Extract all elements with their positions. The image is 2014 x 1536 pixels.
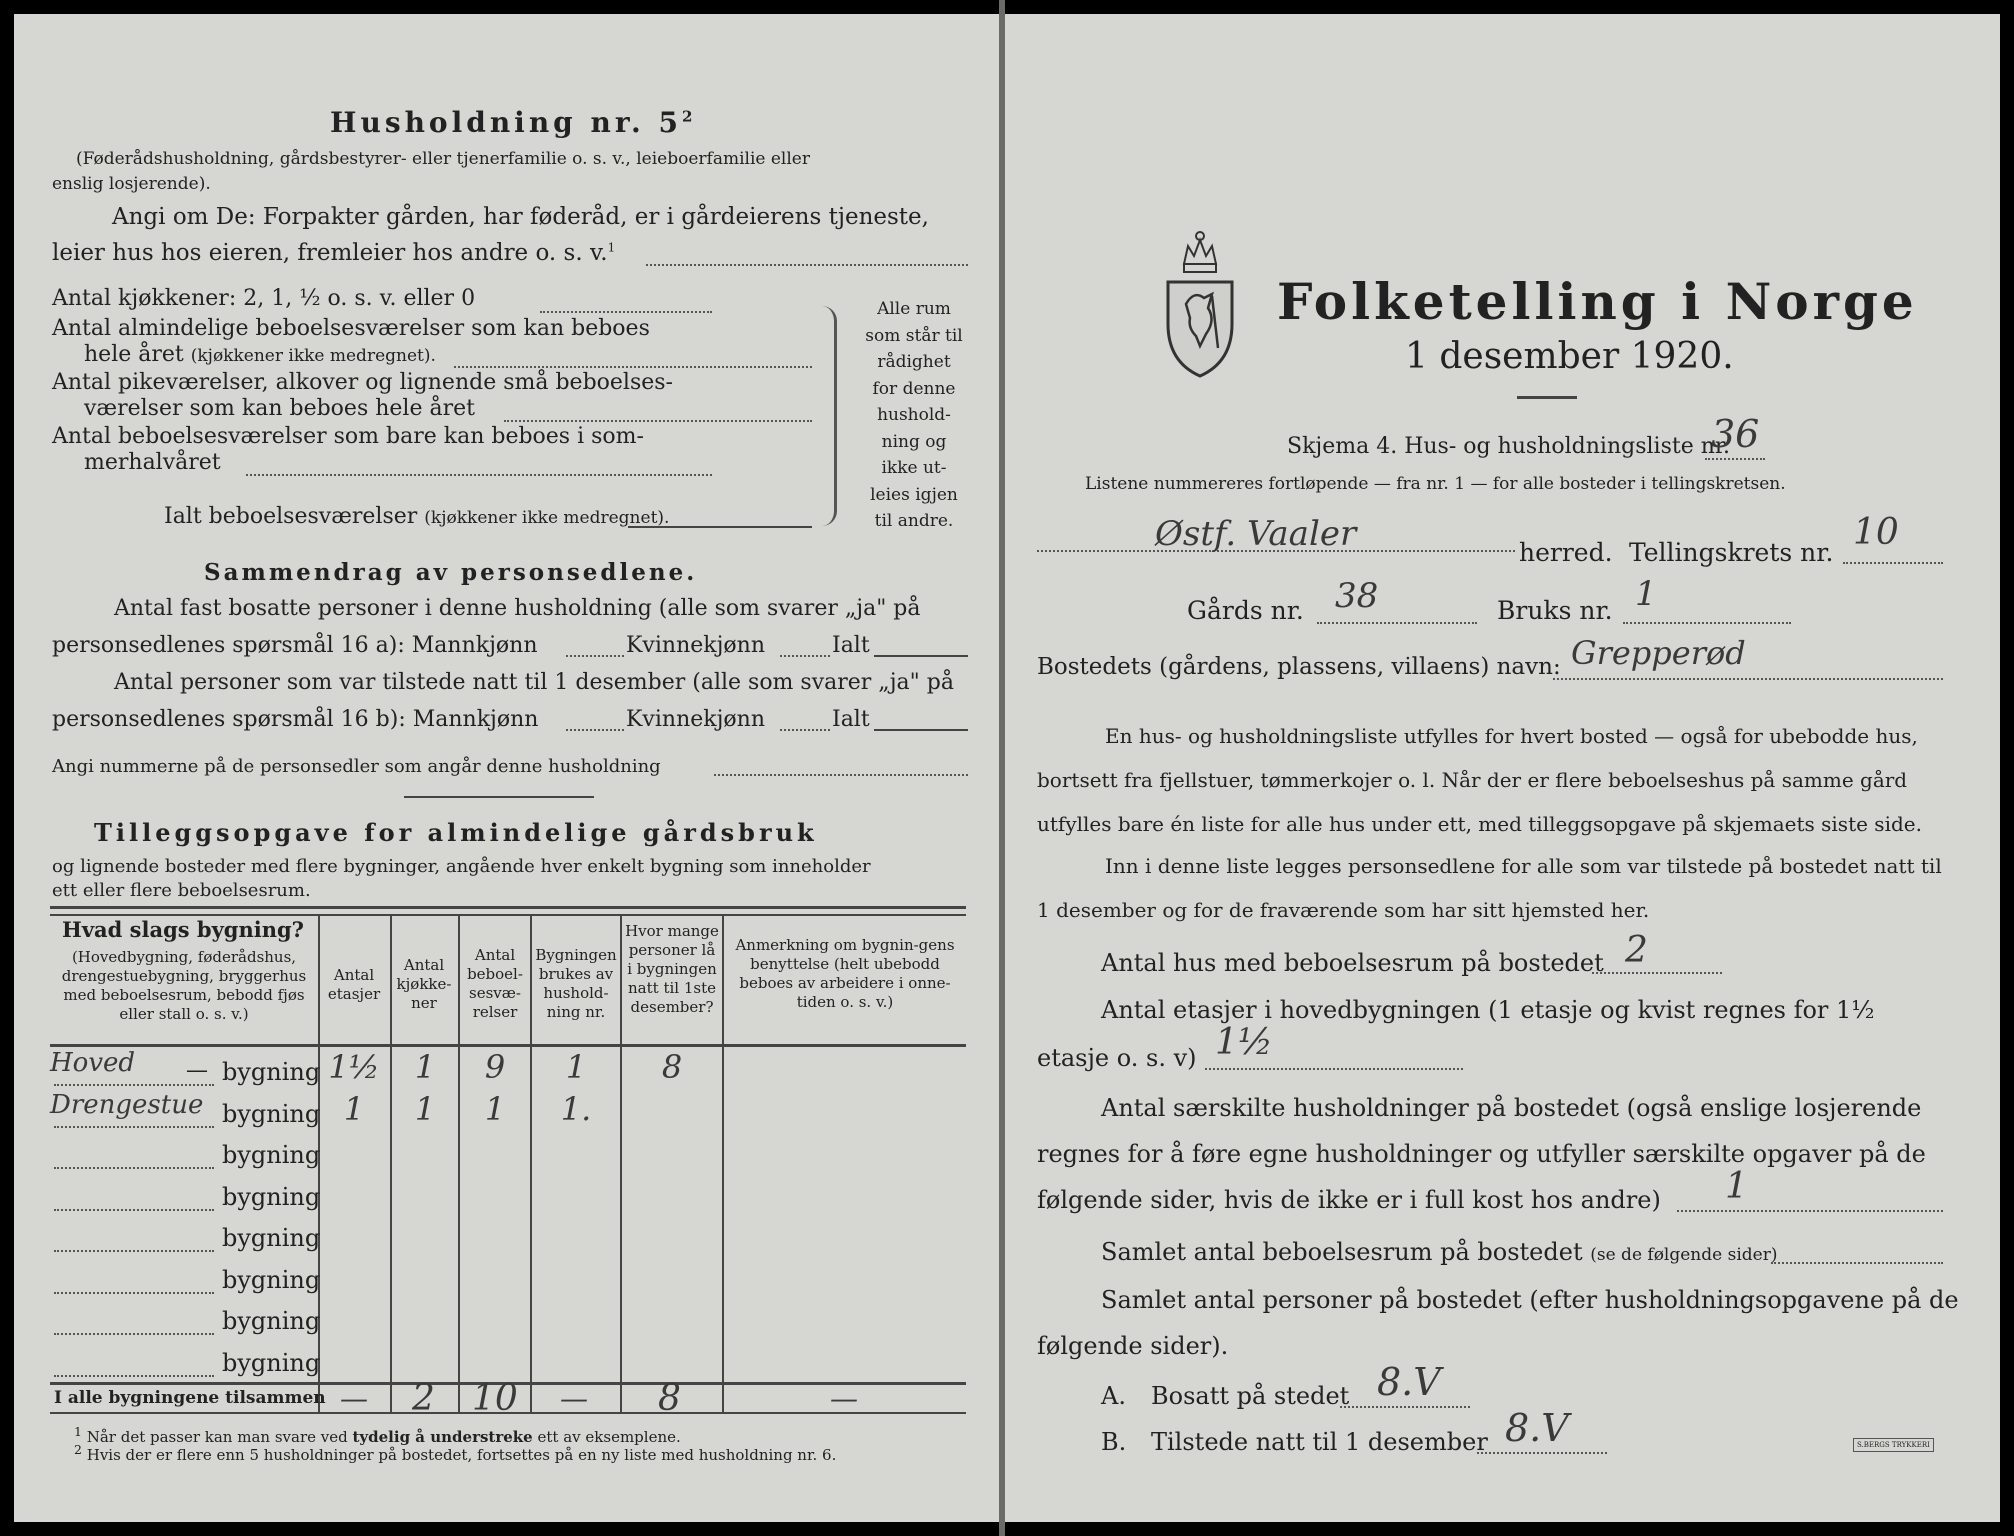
cell-kjokken: 1 [414,1089,436,1128]
household-subtitle: (Føderådshusholdning, gårdsbestyrer- eller tjenerfamilie o. s. v., leieboerfamilie eller [76,149,810,169]
total-label: I alle bygningene tilsammen [54,1388,326,1408]
gards-value: 38 [1335,576,1379,616]
summary-title: Sammendrag av personsedlene. [204,559,698,586]
cell-pers: 8 [661,1048,683,1086]
etasjer-value: 1½ [1215,1022,1273,1063]
cell-kjokken: 1 [414,1048,436,1086]
rooms-bracket [822,306,837,526]
col-header-anm: Anmerkning om bygnin-gens benyttelse (helt ubebodd beboes av arbeidere i onne-tiden o. s. v.) [735,936,955,1011]
krets-value: 10 [1853,512,1899,553]
table-row [50,1262,966,1302]
bygning-label: bygning [222,1141,321,1169]
saers-value: 1 [1725,1166,1748,1207]
buildings-table: Hvad slags bygning? (Hovedbygning, føderådshus, drengestuebygning, bryggerhus med beboelsesrum, bebodd fjøs eller stall o. s. v.) Antal etasjer Antal kjøkke-ner Antal beboel-sesvæ-relser Bygningen brukes av hushold-ning nr. Hvor mange personer lå i bygningen natt til 1ste desember? Anmerkning om bygnin-gens benyttelse (helt ubebodd beboes av arbeidere i onne-tiden o. s. v.) Hoved — bygning 1½ 1 9 1 8 Drengestue bygning 1 1 1 1. bygning bygning bygning bygning bygning bygning I alle bygningene tilsammen — 2 10 — 8 — [50,906,966,1416]
cell-rum: 1 [484,1089,506,1128]
tillegg-title: Tilleggsopgave for almindelige gårdsbruk [94,818,818,847]
table-row [50,1303,966,1343]
left-page: Husholdning nr. $5^2$ (Føderådshusholdning, gårdsbestyrer- eller tjenerfamilie o. s. v., leieboerfamilie eller enslig losjerende). Angi om De: Forpakter gården, har føderåd, er i gårdeierens tjeneste, leier hus hos eieren, fremleier hos andre o. s. v.$^1$ Antal kjøkkener: 2, 1, ½ o. s. v. eller 0 Antal almindelige beboelsesværelser som kan beboes hele året (kjøkkener ikke medregnet). Antal pikeværelser, alkover og lignende små beboelses- værelser som kan beboes hele året Antal beboelsesværelser som bare kan beboes i som- merhalvåret Ialt beboelsesværelser (kjøkkener ikke medregnet). Alle rum som står til rådighet for denne hushold- ning og ikke ut- leies igjen til andre. Sammendrag av personsedlene. Antal fast bosatte personer i denne husholdning (alle som svarer „ja" på personsedlenes spørsmål 16 a): Mannkjønn Kvinnekjønn Ialt Antal personer som var tilstede natt til 1 desember (alle som svarer „ja" på personsedlenes spørsmål 16 b): Mannkjønn Kvinnekjønn Ialt Angi nummerne på de personsedler som angår denne husholdning Tilleggsopgave for almindelige gårdsbruk og lignende bosteder med flere bygninger, angående hver enkelt bygning som inneholder ett eller flere beboelsesrum. Hvad slags bygning? (Hovedbygning, føderådshus, drengestuebygning, bryggerhus med beboelsesrum, bebodd fjøs eller stall o. s. v.) Antal etasjer Antal kjøkke-ner Antal beboel-sesvæ-relser Bygningen brukes av hushold-ning nr. Hvor mange personer lå i bygningen natt til 1ste desember? Anmerkning om bygnin-gens benyttelse (helt ubebodd beboes av arbeidere i onne-tiden o. s. v.) Hoved — bygning 1½ 1 9 1 8 Drengestue bygning 1 1 1 1. bygning bygning bygning bygning bygning bygning I alle bygningene tilsammen — 2 10 — 8 — $^1$ Når det passer kan man svare ved tydelig å understreke ett av eksemplene. $^2$ Hvis der er flere enn 5 husholdninger på bostedet, fortsettes på en ny liste med husholdning nr. 6. [14,14,999,1522]
footnote-1: $^1$ Når det passer kan man svare ved tydelig å understreke ett av eksemplene. [74,1424,681,1446]
bygning-label: bygning [222,1058,321,1086]
table-row [50,1137,966,1177]
bygning-label: bygning [222,1265,321,1294]
herred-value: Østf. Vaaler [1155,514,1357,554]
printer-stamp: S.BERGS TRYKKERI [1853,1438,1934,1452]
col-header-pers: Hvor mange personer lå i bygningen natt til 1ste desember? [625,922,719,1016]
right-page: Folketelling i Norge 1 desember 1920. Skjema 4. Hus- og husholdningsliste nr. 36 Listene nummereres fortløpende — fra nr. 1 — for alle bosteder i tellingskretsen. Østf. Vaaler herred. Tellingskrets nr. 10 Gårds nr. 38 Bruks nr. 1 Bostedets (gårdens, plassens, villaens) navn: Grepperød En hus- og husholdningsliste utfylles for hvert bosted — også for ubebodde hus, bortsett fra fjellstuer, tømmerkojer o. l. Når der er flere beboelseshus på samme gård utfylles bare én liste for alle hus under ett, med tilleggsopgave på skjemaets siste side. Inn i denne liste legges personsedlene for alle som var tilstede på bostedet natt til 1 desember og for de fraværende som har sitt hjemsted her. Antal hus med beboelsesrum på bostedet 2 Antal etasjer i hovedbygningen (1 etasje og kvist regnes for 1½ etasje o. s. v) 1½ Antal særskilte husholdninger på bostedet (også enslige losjerende regnes for å føre egne husholdninger og utfyller særskilte opgaver på de følgende sider, hvis de ikke er i full kost hos andre) 1 Samlet antal beboelsesrum på bostedet (se de følgende sider) Samlet antal personer på bostedet (efter husholdningsopgavene på de følgende sider). A. Bosatt på stedet 8.V B. Tilstede natt til 1 desember 8.V S.BERGS TRYKKERI [1005,14,2000,1522]
table-row [50,1048,966,1094]
building-separator: — [186,1058,208,1083]
bygning-label: bygning [222,1099,321,1128]
cell-etasjer: 1½ [328,1048,380,1086]
bygning-label: bygning [222,1307,321,1335]
census-date: 1 desember 1920. [1405,336,1734,377]
col-header-hush: Bygningen brukes av hushold-ning nr. [535,946,617,1021]
bygning-label: bygning [222,1348,321,1377]
table-row [50,1089,966,1136]
col-header-rum: Antal beboel-sesvæ-relser [467,946,523,1021]
building-name: Hoved [50,1048,136,1078]
cell-hush: 1. [560,1089,592,1128]
coat-of-arms-icon [1160,224,1240,380]
hus-value: 2 [1625,930,1648,971]
bosatt-value: 8.V [1377,1360,1441,1404]
census-title: Folketelling i Norge [1277,272,1918,331]
bruks-value: 1 [1635,574,1657,614]
cell-hush: 1 [565,1048,587,1086]
household-title: Husholdning nr. $5^2$ [330,106,697,139]
cell-rum: 9 [484,1048,506,1086]
bygning-label: bygning [222,1224,321,1252]
col-header-type: Hvad slags bygning? [62,917,304,942]
rooms-note: Alle rum som står til rådighet for denne hushold- ning og ikke ut- leies igjen til andre. [865,299,963,531]
list-number: 36 [1711,412,1760,456]
table-row [50,1179,966,1219]
col-header-kjokken: Antal kjøkke-ner [396,956,452,1012]
angi-line2: leier hus hos eieren, fremleier hos andre o. s. v.$^1$ [52,240,616,266]
cell-etasjer: 1 [343,1089,365,1128]
tilstede-value: 8.V [1505,1406,1569,1450]
table-row [50,1220,966,1260]
col-header-etasjer: Antal etasjer [327,966,381,1003]
building-name: Drengestue [50,1089,204,1120]
bygning-label: bygning [222,1182,321,1211]
footnote-2: $^2$ Hvis der er flere enn 5 husholdninger på bostedet, fortsettes på en ny liste med husholdning nr. 6. [74,1442,837,1464]
bosted-value: Grepperød [1571,634,1746,672]
